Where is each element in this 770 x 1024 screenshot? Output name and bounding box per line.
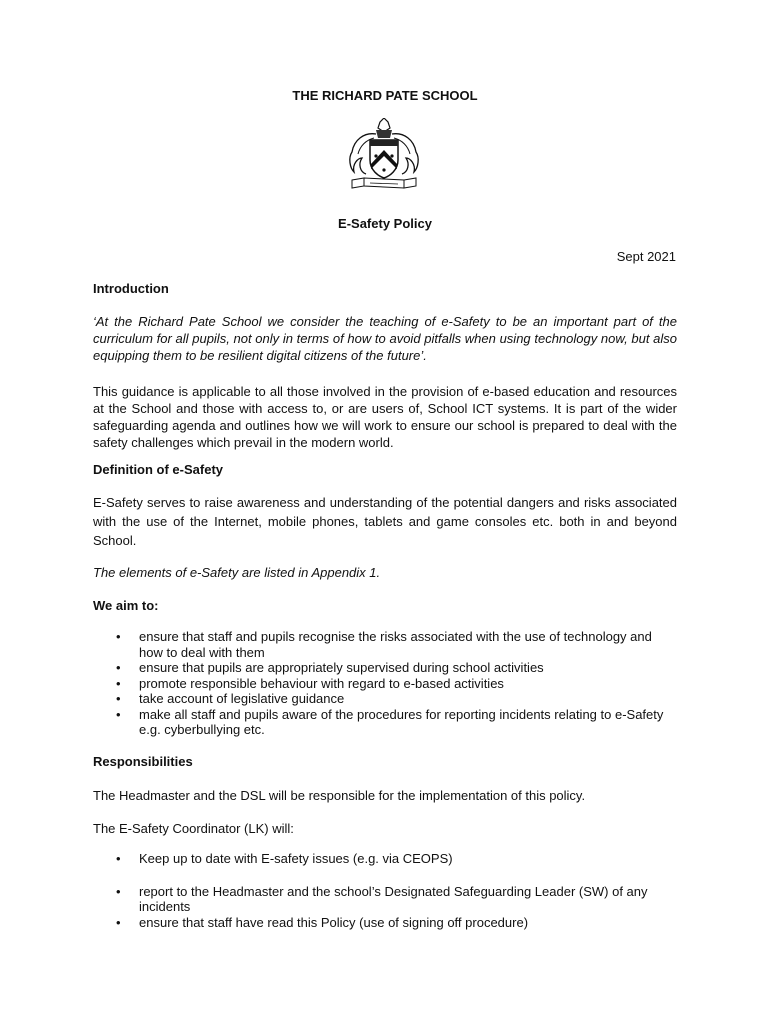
list-item: • take account of legislative guidance (116, 691, 678, 707)
list-item: • make all staff and pupils aware of the procedures for reporting incidents relating to e-Safety e.g. cyberbullying etc. (116, 707, 678, 738)
school-crest-icon (344, 118, 424, 196)
coordinator-list (116, 851, 678, 930)
introduction-body: This guidance is applicable to all those involved in the provision of e-based education and resources at the School and those with access to, or are users of, School ICT systems. It is part of the wider safeguarding agenda and outlines how we will work to ensure our school is prepared to deal with the safety challenges which prevail in the modern world. (93, 384, 677, 450)
list-item: • promote responsible behaviour with regard to e-based activities (116, 676, 678, 692)
definition-heading: Definition of e-Safety (93, 462, 224, 477)
school-name: THE RICHARD PATE SCHOOL (292, 88, 478, 103)
appendix-note: The elements of e-Safety are listed in Appendix 1. (93, 565, 381, 580)
aims-list (116, 629, 678, 738)
aims-heading: We aim to: (93, 598, 159, 613)
list-item: • ensure that staff have read this Policy (use of signing off procedure) (116, 915, 678, 931)
coordinator-intro: The E-Safety Coordinator (LK) will: (93, 821, 294, 836)
list-item: • ensure that pupils are appropriately supervised during school activities (116, 660, 678, 676)
introduction-heading: Introduction (93, 281, 169, 296)
headmaster-responsibility: The Headmaster and the DSL will be responsible for the implementation of this policy. (93, 788, 586, 803)
list-item: • report to the Headmaster and the school’s Designated Safeguarding Leader (SW) of any incidents (116, 884, 678, 915)
responsibilities-heading: Responsibilities (93, 754, 193, 769)
list-item: • Keep up to date with E-safety issues (e.g. via CEOPS) (116, 851, 678, 867)
definition-body: E-Safety serves to raise awareness and understanding of the potential dangers and risks associated with the use of the Internet, mobile phones, tablets and game consoles etc. both in and beyond School. (93, 495, 677, 548)
document-date: Sept 2021 (616, 249, 676, 264)
policy-title: E-Safety Policy (338, 216, 432, 231)
list-item: • ensure that staff and pupils recognise the risks associated with the use of technology and how to deal with them (116, 629, 678, 660)
introduction-quote: ‘At the Richard Pate School we consider the teaching of e-Safety to be an important part of the curriculum for all pupils, not only in terms of how to avoid pitfalls when using technology now, but also equipping them to be resilient digital citizens of the future’. (93, 314, 677, 363)
